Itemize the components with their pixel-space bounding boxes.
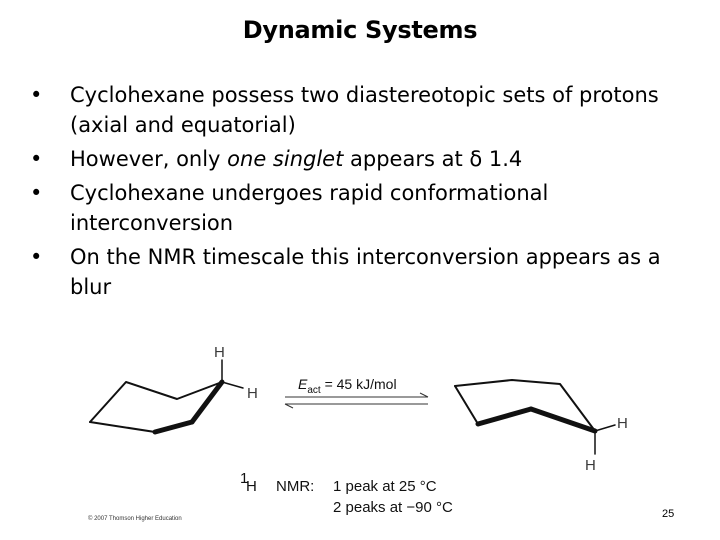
bullet-text-pre: However, only xyxy=(70,147,228,171)
slide-title: Dynamic Systems xyxy=(242,16,478,44)
bullet-item xyxy=(30,242,680,302)
bullet-dot: • xyxy=(30,245,43,269)
bullet-text-emphasis: one singlet xyxy=(227,147,344,171)
bullet-item xyxy=(30,144,680,174)
bullet-dot: • xyxy=(30,147,43,171)
bullet-text: Cyclohexane undergoes rapid conformational interconversion xyxy=(70,181,549,235)
nmr-result-low-temp: 2 peaks at −90 °C xyxy=(333,499,453,516)
bullet-item xyxy=(30,178,680,238)
nmr-result-room-temp: 1 peak at 25 °C xyxy=(333,478,437,495)
bullet-list xyxy=(30,80,680,306)
page-number: 25 xyxy=(662,508,675,520)
nmr-nucleus-label: H xyxy=(246,478,257,495)
axial-h-label: H xyxy=(585,457,596,474)
copyright-notice: © 2007 Thomson Higher Education xyxy=(88,516,182,522)
bullet-text-post: appears at δ 1.4 xyxy=(343,147,523,171)
bullet-dot: • xyxy=(30,83,43,107)
equatorial-h-label: H xyxy=(617,415,628,432)
bullet-item xyxy=(30,80,680,140)
bullet-text: On the NMR timescale this interconversion appears as a blur xyxy=(70,245,661,299)
chair-left xyxy=(90,360,243,432)
nmr-isotope-superscript: 1 xyxy=(240,470,249,487)
activation-energy-label: $E_{act} = 45$ kJ/mol xyxy=(298,376,397,396)
bullet-dot: • xyxy=(30,181,43,205)
cyclohexane-conformation-figure xyxy=(0,330,720,540)
nmr-label: NMR: xyxy=(276,478,315,495)
equatorial-h-label: H xyxy=(247,385,258,402)
chair-right xyxy=(455,380,615,454)
axial-h-label: H xyxy=(214,344,225,361)
bullet-text: Cyclohexane possess two diastereotopic sets of protons (axial and equatorial) xyxy=(70,83,659,137)
